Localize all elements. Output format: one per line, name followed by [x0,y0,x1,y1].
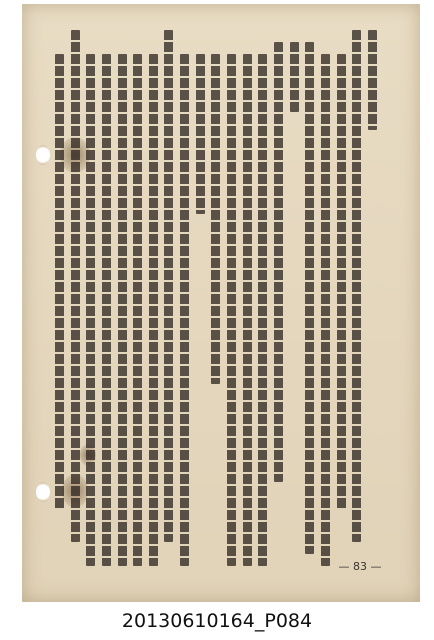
text-column-content [208,30,223,552]
text-column-content [68,30,83,552]
text-column [130,30,145,552]
text-column-content [146,30,161,552]
text-column [365,30,380,552]
text-column [208,30,223,552]
text-column-content [365,30,380,552]
text-column-content [130,30,145,552]
text-column-content [193,30,208,552]
text-columns [52,30,380,552]
page-number: — 83 — [338,560,382,573]
text-column-content [349,30,364,552]
binding-hole-bottom [36,482,50,502]
text-column [193,30,208,552]
text-column [224,30,239,552]
text-column [349,30,364,552]
text-column-content [271,30,286,552]
text-column-content [177,30,192,552]
text-column-content [99,30,114,552]
text-column [334,30,349,552]
text-column-content [161,30,176,552]
text-column [318,30,333,552]
binding-hole-top [36,145,50,165]
text-column [177,30,192,552]
text-column [52,30,67,552]
text-column-content [224,30,239,552]
text-column-content [287,30,302,552]
text-column [287,30,302,552]
text-column [255,30,270,552]
text-column-content [52,30,67,552]
text-column [83,30,98,552]
text-column [302,30,317,552]
text-column-content [302,30,317,552]
text-column [68,30,83,552]
text-column [115,30,130,552]
text-column [271,30,286,552]
text-column [146,30,161,552]
text-column-content [83,30,98,552]
text-column-content [115,30,130,552]
text-column-content [255,30,270,552]
text-column [240,30,255,552]
image-caption: 20130610164_P084 [121,610,313,632]
text-column-content [240,30,255,552]
text-column [99,30,114,552]
text-column [161,30,176,552]
text-column-content [318,30,333,552]
text-column-content [334,30,349,552]
